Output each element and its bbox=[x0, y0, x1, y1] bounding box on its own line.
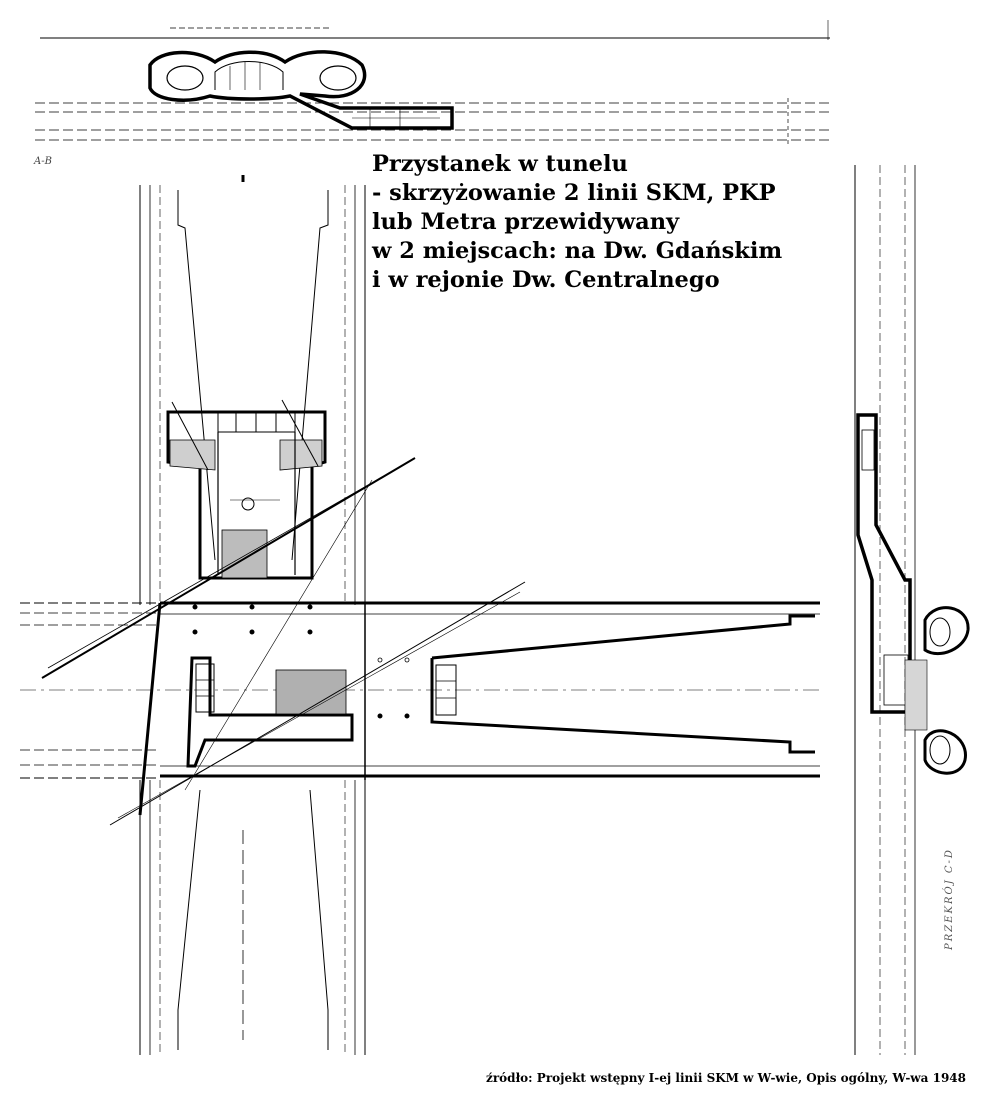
title-line: lub Metra przewidywany bbox=[372, 209, 680, 235]
title-line: - skrzyżowanie 2 linii SKM, PKP bbox=[372, 180, 776, 206]
upper-stair-hall bbox=[168, 400, 325, 578]
title-line: Przystanek w tunelu bbox=[372, 151, 628, 177]
title-line: w 2 miejscach: na Dw. Gdańskim bbox=[372, 238, 783, 264]
section-a-b bbox=[35, 28, 830, 145]
section-lines bbox=[42, 458, 525, 825]
section-ab-label: A-B bbox=[34, 156, 52, 167]
vertical-tunnel bbox=[140, 175, 365, 1055]
sheet-note: PRZEKRÓJ C-D bbox=[944, 848, 955, 950]
diagram-title bbox=[372, 150, 852, 295]
title-line: i w rejonie Dw. Centralnego bbox=[372, 267, 720, 293]
source-caption: źródło: Projekt wstępny I-ej linii SKM w W-wie, Opis ogólny, W-wa 1948 bbox=[486, 1071, 966, 1085]
